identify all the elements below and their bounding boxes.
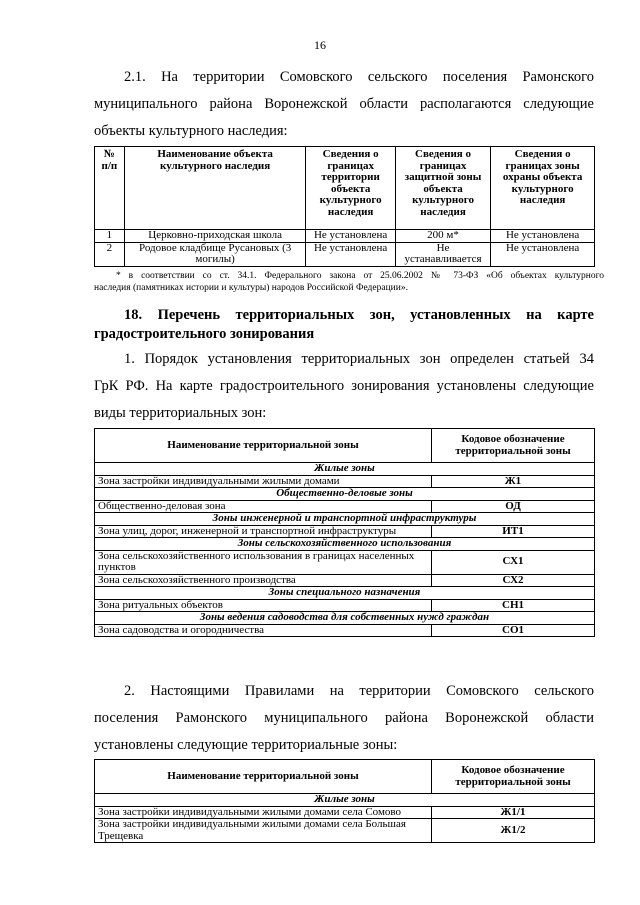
zone-name: Зона садоводства и огородничества (95, 624, 432, 637)
table-row (95, 550, 595, 574)
zone-name: Зона сельскохозяйственного производства (95, 574, 432, 587)
zone-code: СХ2 (432, 574, 595, 587)
zone-group-row (95, 488, 595, 501)
table-cell: Не установлена (491, 242, 595, 266)
section18-paragraph (94, 346, 594, 427)
table-header-row (95, 147, 595, 230)
zone-name: Общественно-деловая зона (95, 500, 432, 513)
text-line: установлены следующие территориальные зоны: (94, 737, 398, 753)
table-row (95, 624, 595, 637)
zone-code: ИТ1 (432, 525, 595, 538)
zone-group-row (95, 513, 595, 526)
column-header: Наименование территориальной зоны (95, 760, 432, 794)
zone-group-label: Зоны сельскохозяйственного использования (95, 538, 595, 551)
section-title-line: 18. Перечень территориальных зон, установленных на карте (124, 307, 594, 323)
table-row (95, 806, 595, 819)
column-header: Кодовое обозначение территориальной зоны (432, 429, 595, 463)
zone-name: Зона застройки индивидуальными жилыми домами села Большая Трещевка (95, 819, 432, 843)
heritage-table (94, 146, 595, 267)
table-cell: 200 м* (395, 230, 490, 243)
zones-table-2 (94, 759, 595, 843)
column-header: Наименование территориальной зоны (95, 429, 432, 463)
table-row (95, 475, 595, 488)
zone-group-row (95, 538, 595, 551)
zone-code: Ж1/2 (432, 819, 595, 843)
text-line: виды территориальных зон: (94, 405, 267, 421)
column-header: Сведения о границах территории объекта культурного наследия (306, 147, 395, 230)
section-title (94, 306, 594, 344)
column-header: Сведения о границах зоны охраны объекта культурного наследия (491, 147, 595, 230)
zone-group-label: Общественно-деловые зоны (95, 488, 595, 501)
zone-group-row (95, 612, 595, 625)
text-line: объекты культурного наследия: (94, 123, 288, 139)
table-cell: 2 (95, 242, 125, 266)
table-row (95, 574, 595, 587)
footnote-line: наследия (памятниках истории и культуры) народов Российской Федерации». (94, 283, 408, 293)
zone-code: Ж1 (432, 475, 595, 488)
table-cell: 1 (95, 230, 125, 243)
text-line: 2. Настоящими Правилами на территории Сомовского сельского (124, 683, 594, 699)
para2 (94, 678, 594, 759)
zone-name: Зона застройки индивидуальными жилыми домами (95, 475, 432, 488)
table-row (95, 500, 595, 513)
zone-code: ОД (432, 500, 595, 513)
column-header: № п/п (95, 147, 125, 230)
footnote-line: * в соответствии со ст. 34.1. Федерального закона от 25.06.2002 № 73-ФЗ «Об объектах культурного (116, 271, 604, 281)
zone-name: Зона улиц, дорог, инженерной и транспортной инфраструктуры (95, 525, 432, 538)
zone-code: СХ1 (432, 550, 595, 574)
zone-group-label: Зоны ведения садоводства для собственных нужд граждан (95, 612, 595, 625)
zone-group-label: Жилые зоны (95, 794, 595, 807)
table-row (95, 230, 595, 243)
zone-name: Зона ритуальных объектов (95, 599, 432, 612)
section-title-line: градостроительного зонирования (94, 326, 315, 342)
zone-group-row (95, 794, 595, 807)
text-line: ГрК РФ. На карте градостроительного зонирования установлены следующие (94, 378, 594, 394)
table-header-row (95, 760, 595, 794)
table-cell: Церковно-приходская школа (124, 230, 306, 243)
text-line: 2.1. На территории Сомовского сельского поселения Рамонского (124, 69, 594, 85)
intro-paragraph (94, 64, 594, 145)
zone-name: Зона сельскохозяйственного использования в границах населенных пунктов (95, 550, 432, 574)
table-row (95, 242, 595, 266)
text-line: 1. Порядок установления территориальных зон определен статьей 34 (124, 351, 594, 367)
table-cell: Не установлена (491, 230, 595, 243)
page-number: 16 (314, 38, 326, 52)
table-cell: Не устанавливается (395, 242, 490, 266)
table-cell: Не установлена (306, 230, 395, 243)
table-cell: Родовое кладбище Русановых (3 могилы) (124, 242, 306, 266)
zone-code: СО1 (432, 624, 595, 637)
zone-group-row (95, 587, 595, 600)
column-header: Кодовое обозначение территориальной зоны (432, 760, 595, 794)
column-header: Сведения о границах защитной зоны объекта культурного наследия (395, 147, 490, 230)
table-row (95, 525, 595, 538)
zone-code: СН1 (432, 599, 595, 612)
zone-group-label: Зоны специального назначения (95, 587, 595, 600)
zone-group-label: Жилые зоны (95, 463, 595, 476)
footnote (94, 270, 604, 294)
table-row (95, 599, 595, 612)
zone-group-label: Зоны инженерной и транспортной инфраструктуры (95, 513, 595, 526)
table-header-row (95, 429, 595, 463)
zones-table (94, 428, 595, 637)
zone-group-row (95, 463, 595, 476)
zone-code: Ж1/1 (432, 806, 595, 819)
zone-name: Зона застройки индивидуальными жилыми домами села Сомово (95, 806, 432, 819)
text-line: поселения Рамонского муниципального района Воронежской области (94, 710, 594, 726)
table-cell: Не установлена (306, 242, 395, 266)
text-line: муниципального района Воронежской области располагаются следующие (94, 96, 594, 112)
column-header: Наименование объекта культурного наследия (124, 147, 306, 230)
table-row (95, 819, 595, 843)
